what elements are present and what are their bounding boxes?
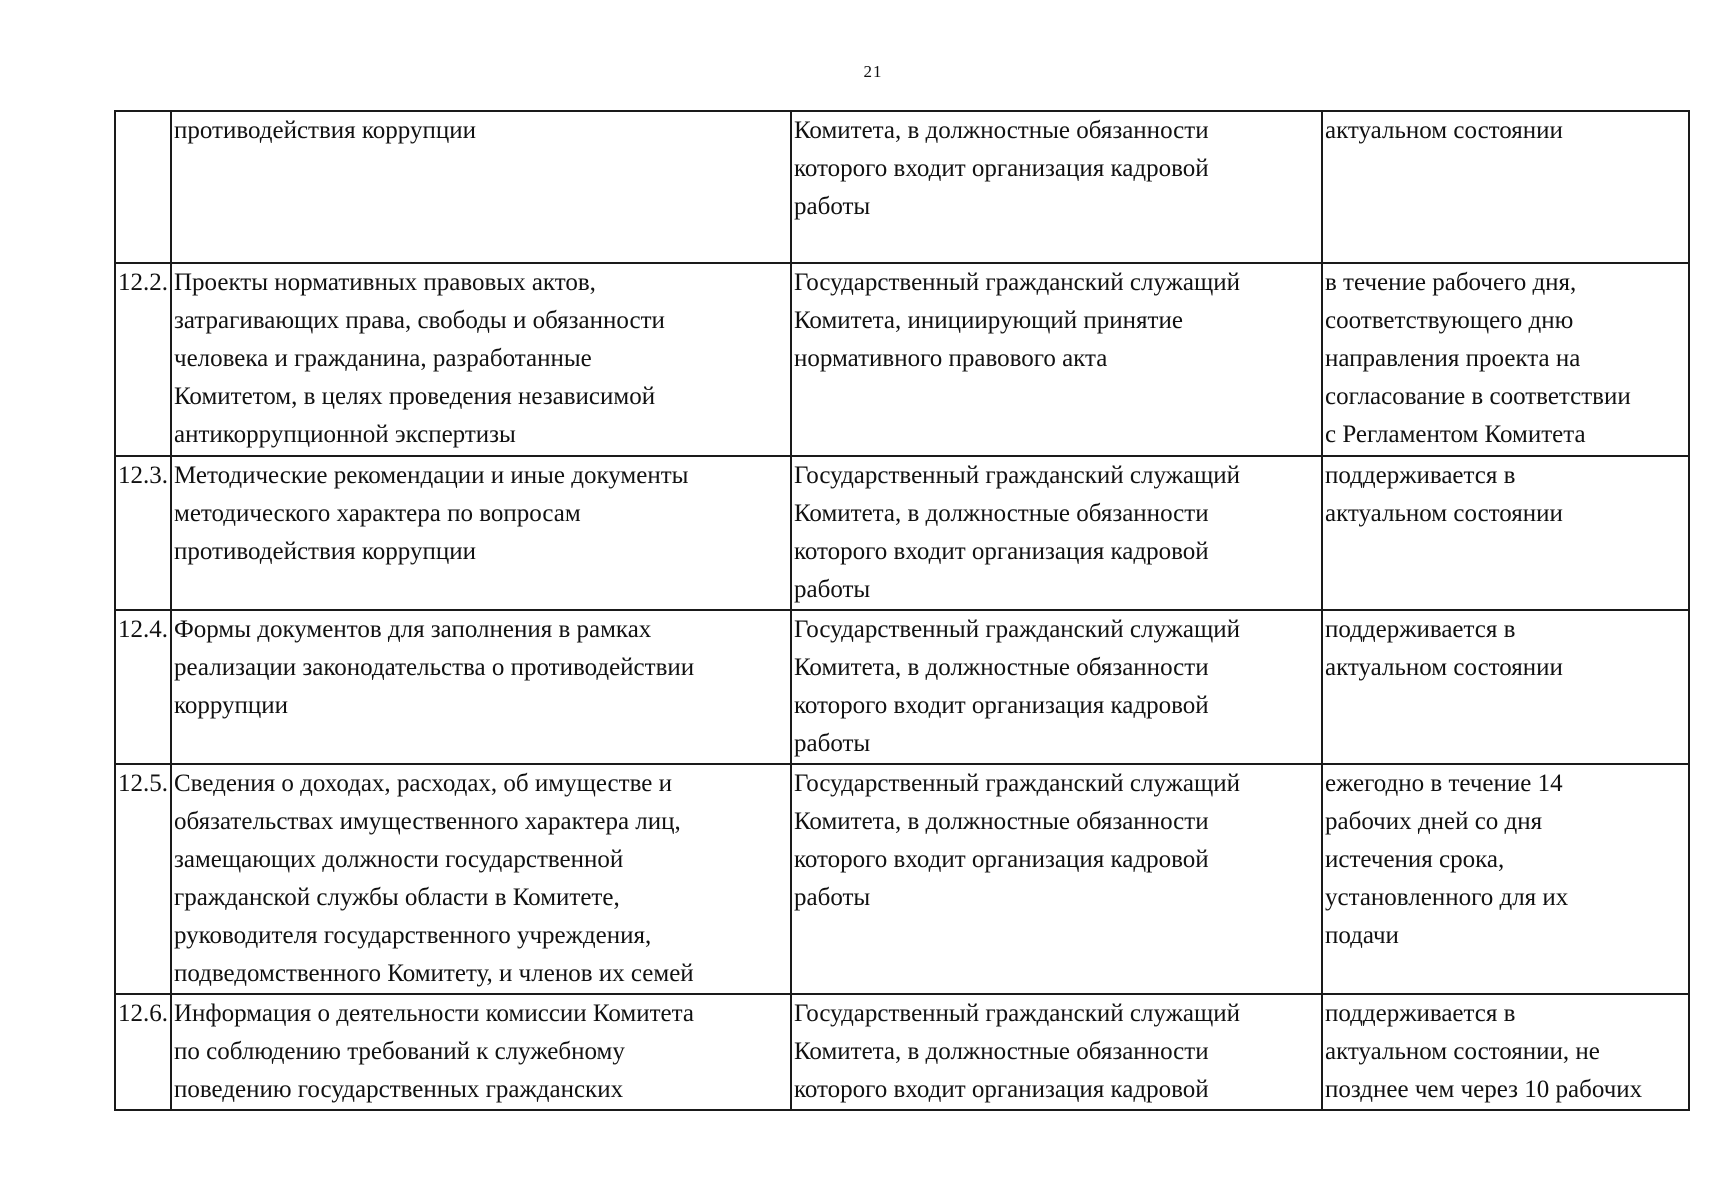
row-number-cell bbox=[115, 263, 171, 456]
responsible-cell bbox=[791, 764, 1322, 994]
responsible-cell bbox=[791, 111, 1322, 263]
row-number: 12.4. bbox=[118, 616, 168, 643]
responsible-cell bbox=[791, 263, 1322, 456]
responsible-text: Государственный гражданский служащий Комитета, в должностные обязанности которого входит организация кадровой работы bbox=[794, 770, 1241, 911]
row-number-cell bbox=[115, 994, 171, 1110]
deadline-text: в течение рабочего дня, соответствующего дню направления проекта на согласование в соответствии с Регламентом Комитета bbox=[1325, 269, 1631, 448]
responsible-text: Государственный гражданский служащий Комитета, в должностные обязанности которого входит организация кадровой bbox=[794, 1000, 1241, 1103]
table-row bbox=[115, 263, 1689, 456]
table-row bbox=[115, 456, 1689, 610]
information-text: Сведения о доходах, расходах, об имуществе и обязательствах имущественного характера лиц, замещающих должности государственной гражданской службы области в Комитете, руководителя государственного учреждения, подведомственного Комитету, и членов их семей bbox=[174, 770, 694, 987]
information-text: Проекты нормативных правовых актов, затрагивающих права, свободы и обязанности человека и гражданина, разработанные Комитетом, в целях проведения независимой антикоррупционной экспертизы bbox=[174, 269, 665, 448]
information-cell bbox=[171, 456, 791, 610]
row-number-cell bbox=[115, 456, 171, 610]
table-row bbox=[115, 764, 1689, 994]
deadline-text: ежегодно в течение 14 рабочих дней со дня истечения срока, установленного для их подачи bbox=[1325, 770, 1569, 949]
responsible-text: Государственный гражданский служащий Комитета, инициирующий принятие нормативного правового акта bbox=[794, 269, 1241, 372]
responsible-cell bbox=[791, 456, 1322, 610]
table-row bbox=[115, 610, 1689, 764]
deadline-cell bbox=[1322, 263, 1689, 456]
deadline-text: поддерживается в актуальном состоянии bbox=[1325, 616, 1563, 681]
information-cell bbox=[171, 610, 791, 764]
deadline-text: поддерживается в актуальном состоянии bbox=[1325, 462, 1563, 527]
information-cell bbox=[171, 263, 791, 456]
row-number: 12.3. bbox=[118, 462, 168, 489]
table-row bbox=[115, 994, 1689, 1110]
information-text: Формы документов для заполнения в рамках реализации законодательства о противодействии коррупции bbox=[174, 616, 695, 719]
table-row bbox=[115, 111, 1689, 263]
deadline-cell bbox=[1322, 994, 1689, 1110]
deadline-cell bbox=[1322, 111, 1689, 263]
row-number-cell bbox=[115, 764, 171, 994]
information-text: противодействия коррупции bbox=[174, 117, 476, 144]
responsible-text: Государственный гражданский служащий Комитета, в должностные обязанности которого входит организация кадровой работы bbox=[794, 462, 1241, 603]
deadline-cell bbox=[1322, 456, 1689, 610]
deadline-cell bbox=[1322, 610, 1689, 764]
row-number: 12.6. bbox=[118, 1000, 168, 1027]
deadline-cell bbox=[1322, 764, 1689, 994]
information-cell bbox=[171, 994, 791, 1110]
deadline-text: актуальном состоянии bbox=[1325, 117, 1563, 144]
row-number: 12.2. bbox=[118, 269, 168, 296]
responsible-cell bbox=[791, 994, 1322, 1110]
page-number: 21 bbox=[863, 62, 883, 81]
row-number-cell bbox=[115, 610, 171, 764]
row-number-cell bbox=[115, 111, 171, 263]
information-cell bbox=[171, 111, 791, 263]
information-text: Информация о деятельности комиссии Комитета по соблюдению требований к служебному поведению государственных гражданских bbox=[174, 1000, 694, 1103]
responsible-text: Государственный гражданский служащий Комитета, в должностные обязанности которого входит организация кадровой работы bbox=[794, 616, 1241, 757]
responsible-text: Комитета, в должностные обязанности которого входит организация кадровой работы bbox=[794, 117, 1209, 220]
deadline-text: поддерживается в актуальном состоянии, не позднее чем через 10 рабочих bbox=[1325, 1000, 1643, 1103]
information-text: Методические рекомендации и иные документы методического характера по вопросам противодействия коррупции bbox=[174, 462, 689, 565]
measures-table bbox=[114, 110, 1690, 1111]
information-cell bbox=[171, 764, 791, 994]
responsible-cell bbox=[791, 610, 1322, 764]
row-number: 12.5. bbox=[118, 770, 168, 797]
